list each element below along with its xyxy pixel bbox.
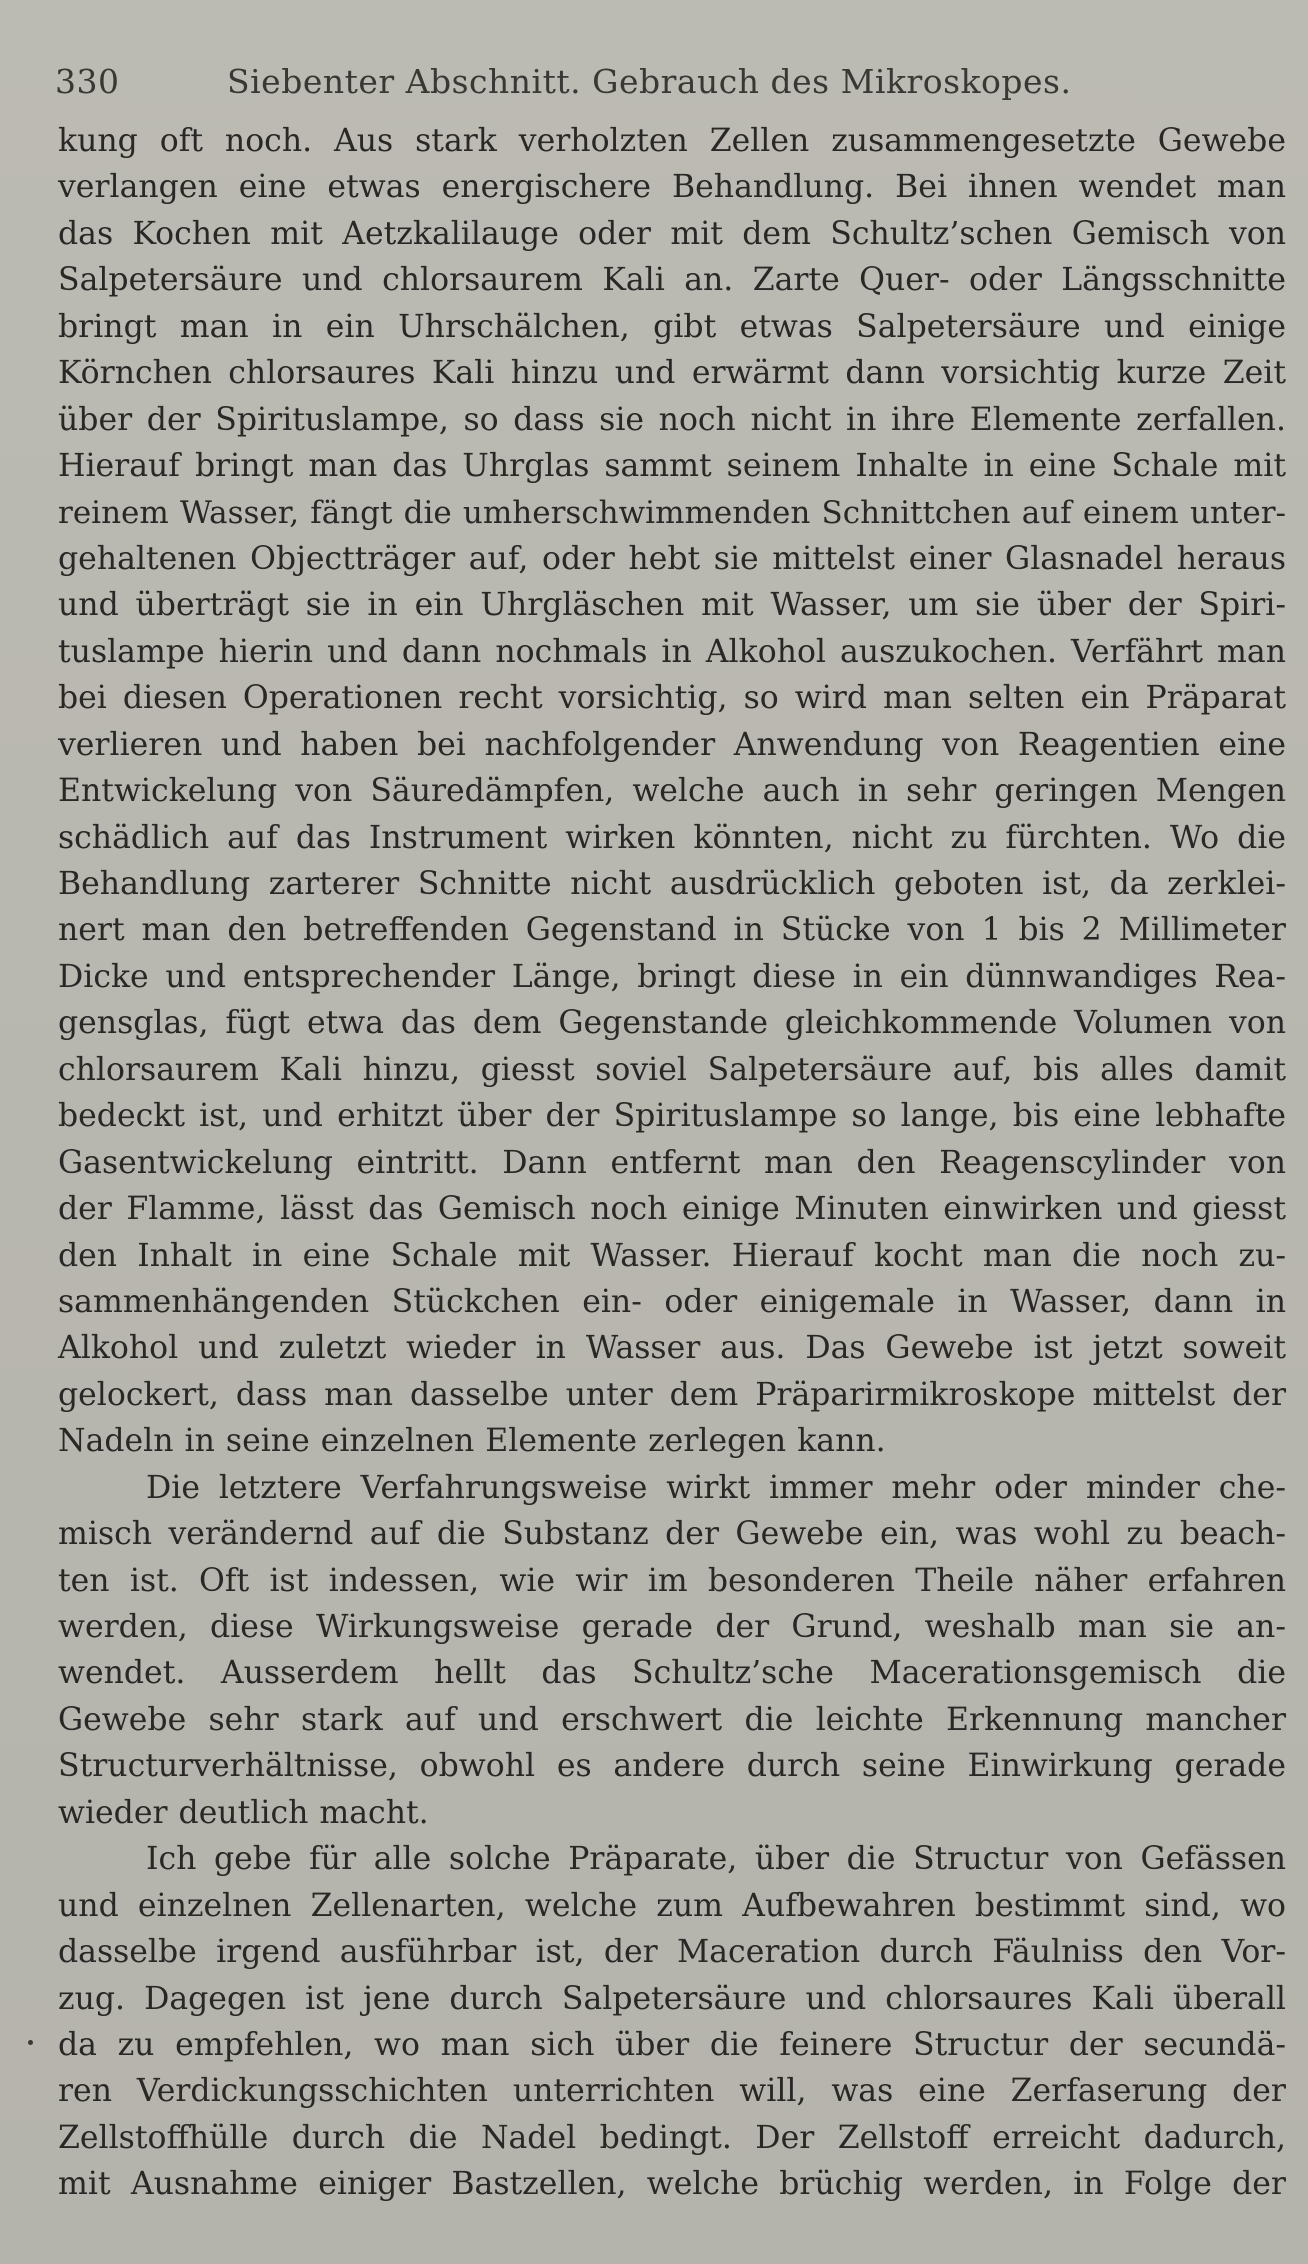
running-header	[55, 62, 1265, 112]
text-line: Dicke und entsprechender Länge, bringt diese in ein dünnwandiges Rea-	[58, 958, 1286, 995]
text-line: Zellstoffhülle durch die Nadel bedingt. Der Zellstoff erreicht dadurch,	[58, 2119, 1286, 2156]
text-line: Die letztere Verfahrungsweise wirkt immer mehr oder minder che-	[146, 1469, 1286, 1506]
text-line: werden, diese Wirkungsweise gerade der Grund, weshalb man sie an-	[58, 1609, 1286, 1645]
text-line: den Inhalt in eine Schale mit Wasser. Hierauf kocht man die noch zu-	[58, 1237, 1286, 1274]
text-line: Structurverhältnisse, obwohl es andere durch seine Einwirkung gerade	[58, 1748, 1286, 1785]
text-line: Behandlung zarterer Schnitte nicht ausdrücklich geboten ist, da zerklei-	[58, 866, 1286, 902]
text-line: sammenhängenden Stückchen ein- oder einigemale in Wasser, dann in	[58, 1283, 1286, 1320]
text-line: Entwickelung von Säuredämpfen, welche auch in sehr geringen Mengen	[58, 773, 1286, 810]
text-line: dasselbe irgend ausführbar ist, der Maceration durch Fäulniss den Vor-	[58, 1934, 1286, 1971]
text-line: Ich gebe für alle solche Präparate, über die Structur von Gefässen	[146, 1841, 1286, 1878]
text-line: das Kochen mit Aetzkalilauge oder mit dem Schultz’schen Gemisch von	[58, 215, 1286, 252]
text-line: gensglas, fügt etwa das dem Gegenstande gleichkommende Volumen von	[58, 1005, 1286, 1042]
text-line: wieder deutlich macht.	[58, 1794, 429, 1831]
text-line: misch verändernd auf die Substanz der Gewebe ein, was wohl zu beach-	[58, 1516, 1286, 1553]
margin-speck	[28, 2040, 33, 2045]
text-line: Gasentwickelung eintritt. Dann entfernt man den Reagenscylinder von	[58, 1144, 1286, 1181]
text-line: gelockert, dass man dasselbe unter dem Präparirmikroskope mittelst der	[58, 1376, 1286, 1413]
text-line: über der Spirituslampe, so dass sie noch nicht in ihre Elemente zerfallen.	[58, 401, 1286, 438]
text-line: gehaltenen Objectträger auf, oder hebt sie mittelst einer Glasnadel heraus	[58, 540, 1286, 577]
text-line: verlieren und haben bei nachfolgender Anwendung von Reagentien eine	[58, 726, 1286, 763]
text-line: kung oft noch. Aus stark verholzten Zellen zusammengesetzte Gewebe	[58, 123, 1286, 159]
text-line: und einzelnen Zellenarten, welche zum Aufbewahren bestimmt sind, wo	[58, 1887, 1286, 1924]
text-line: zug. Dagegen ist jene durch Salpetersäure und chlorsaures Kali überall	[58, 1980, 1286, 2017]
body-text	[58, 118, 1286, 2208]
page-number: 330	[55, 62, 120, 101]
text-line: verlangen eine etwas energischere Behandlung. Bei ihnen wendet man	[58, 169, 1286, 206]
text-line: und überträgt sie in ein Uhrgläschen mit Wasser, um sie über der Spiri-	[58, 587, 1286, 624]
text-line: bei diesen Operationen recht vorsichtig, so wird man selten ein Präparat	[58, 680, 1286, 717]
text-line: der Flamme, lässt das Gemisch noch einige Minuten einwirken und giesst	[58, 1191, 1286, 1228]
text-line: wendet. Ausserdem hellt das Schultz’sche Macerationsgemisch die	[58, 1655, 1286, 1692]
text-line: schädlich auf das Instrument wirken könnten, nicht zu fürchten. Wo die	[58, 819, 1286, 856]
text-line: tuslampe hierin und dann nochmals in Alkohol auszukochen. Verfährt man	[58, 633, 1286, 670]
text-line: mit Ausnahme einiger Bastzellen, welche brüchig werden, in Folge der	[58, 2166, 1286, 2203]
text-line: chlorsaurem Kali hinzu, giesst soviel Salpetersäure auf, bis alles damit	[58, 1051, 1286, 1088]
text-line: Hierauf bringt man das Uhrglas sammt seinem Inhalte in eine Schale mit	[58, 448, 1286, 485]
text-line: bedeckt ist, und erhitzt über der Spirituslampe so lange, bis eine lebhafte	[58, 1098, 1286, 1135]
text-line: Alkohol und zuletzt wieder in Wasser aus. Das Gewebe ist jetzt soweit	[58, 1330, 1286, 1367]
text-line: Salpetersäure und chlorsaurem Kali an. Zarte Quer- oder Längsschnitte	[58, 262, 1286, 299]
text-line: Gewebe sehr stark auf und erschwert die leichte Erkennung mancher	[58, 1701, 1286, 1738]
text-line: nert man den betreffenden Gegenstand in Stücke von 1 bis 2 Millimeter	[58, 912, 1286, 949]
text-line: da zu empfehlen, wo man sich über die feinere Structur der secundä-	[58, 2026, 1286, 2063]
text-line: ren Verdickungsschichten unterrichten will, was eine Zerfaserung der	[58, 2073, 1286, 2110]
text-line: Nadeln in seine einzelnen Elemente zerlegen kann.	[58, 1423, 886, 1460]
text-line: reinem Wasser, fängt die umherschwimmenden Schnittchen auf einem unter-	[58, 494, 1286, 531]
text-line: ten ist. Oft ist indessen, wie wir im besonderen Theile näher erfahren	[58, 1562, 1286, 1599]
running-title: Siebenter Abschnitt. Gebrauch des Mikroskopes.	[227, 62, 1072, 101]
text-line: Körnchen chlorsaures Kali hinzu und erwärmt dann vorsichtig kurze Zeit	[58, 355, 1286, 392]
text-line: bringt man in ein Uhrschälchen, gibt etwas Salpetersäure und einige	[58, 308, 1286, 345]
